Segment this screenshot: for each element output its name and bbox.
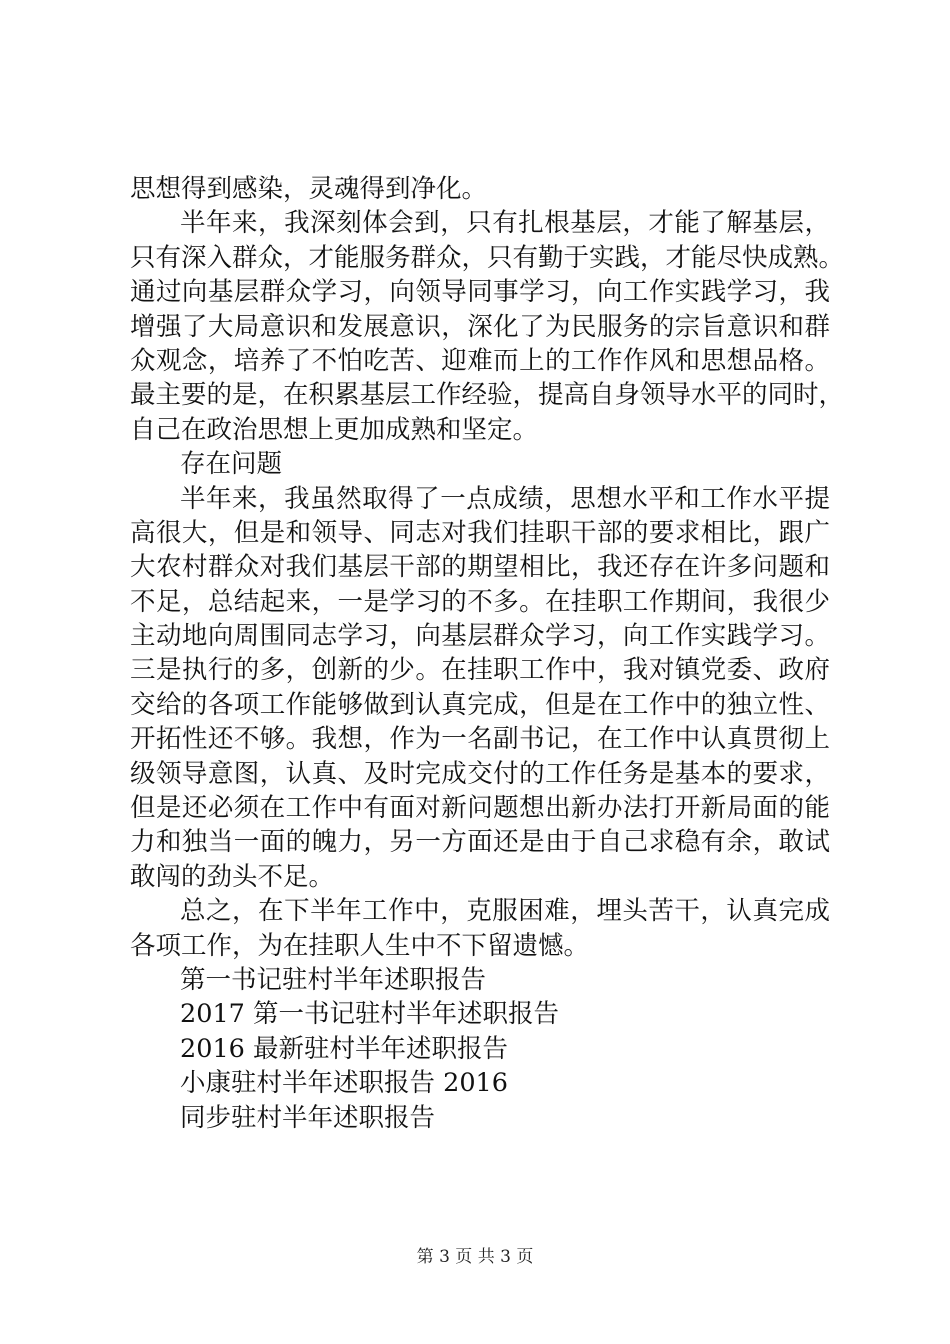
text-line: 主动地向周围同志学习，向基层群众学习，向工作实践学习。 <box>130 621 830 652</box>
section-heading: 存在问题 <box>180 449 283 480</box>
text-line: 交给的各项工作能够做到认真完成，但是在工作中的独立性、 <box>130 689 830 720</box>
text-line: 通过向基层群众学习，向领导同事学习，向工作实践学习，我 <box>130 277 830 308</box>
text-line: 级领导意图，认真、及时完成交付的工作任务是基本的要求， <box>130 758 830 789</box>
text-line: 三是执行的多，创新的少。在挂职工作中，我对镇党委、政府 <box>130 655 830 686</box>
text-line: 自己在政治思想上更加成熟和坚定。 <box>130 414 539 445</box>
text-line: 力和独当一面的魄力，另一方面还是由于自己求稳有余，敢试 <box>130 827 830 858</box>
related-title: 2017 第一书记驻村半年述职报告 <box>180 999 560 1030</box>
text-line: 各项工作，为在挂职人生中不下留遗憾。 <box>130 930 590 961</box>
text-line: 高很大，但是和领导、同志对我们挂职干部的要求相比，跟广 <box>130 517 830 548</box>
text-line: 不足，总结起来，一是学习的不多。在挂职工作期间，我很少 <box>130 586 830 617</box>
text-line: 众观念，培养了不怕吃苦、迎难而上的工作作风和思想品格。 <box>130 345 830 376</box>
text-line: 增强了大局意识和发展意识，深化了为民服务的宗旨意识和群 <box>130 311 830 342</box>
related-title: 同步驻村半年述职报告 <box>180 1102 436 1133</box>
document-body <box>130 172 845 1135</box>
text-line: 开拓性还不够。我想，作为一名副书记，在工作中认真贯彻上 <box>130 724 830 755</box>
text-line: 半年来，我深刻体会到，只有扎根基层，才能了解基层， <box>180 208 830 239</box>
related-title: 小康驻村半年述职报告 2016 <box>180 1068 509 1099</box>
text-line: 半年来，我虽然取得了一点成绩，思想水平和工作水平提 <box>180 483 830 514</box>
text-line: 大农村群众对我们基层干部的期望相比，我还存在许多问题和 <box>130 552 830 583</box>
text-line: 只有深入群众，才能服务群众，只有勤于实践，才能尽快成熟。 <box>130 242 845 273</box>
text-line: 敢闯的劲头不足。 <box>130 861 335 892</box>
related-title: 第一书记驻村半年述职报告 <box>180 964 487 995</box>
text-line: 思想得到感染，灵魂得到净化。 <box>130 174 488 204</box>
text-line: 但是还必须在工作中有面对新问题想出新办法打开新局面的能 <box>130 793 830 824</box>
page-number-footer: 第 3 页 共 3 页 <box>416 1247 534 1267</box>
related-title: 2016 最新驻村半年述职报告 <box>180 1033 509 1064</box>
text-line: 总之，在下半年工作中，克服困难，埋头苦干，认真完成 <box>180 896 830 927</box>
text-line: 最主要的是，在积累基层工作经验，提高自身领导水平的同时， <box>130 380 845 411</box>
